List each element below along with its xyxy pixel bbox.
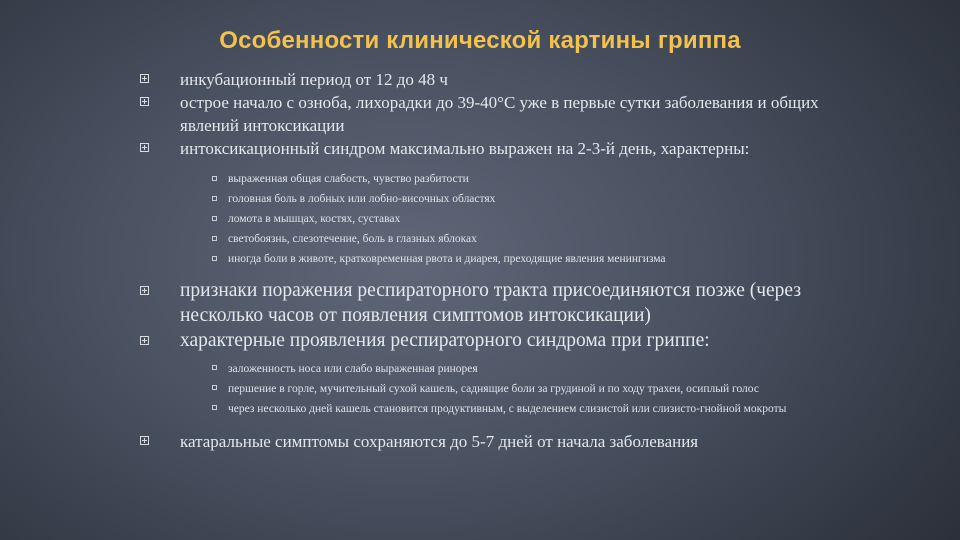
bullet-catarrhal-symptoms	[140, 430, 840, 453]
sub-bullet-text: ломота в мышцах, костях, суставах	[228, 213, 401, 225]
bullet-text: признаки поражения респираторного тракта присоединяются позже (через несколько часов от появления симптомов интоксикации)	[180, 280, 802, 326]
sub-bullet	[140, 399, 840, 419]
bullet-respiratory-syndrome	[140, 328, 840, 353]
square-plus-bullet-icon	[140, 336, 149, 345]
sub-bullet	[140, 189, 840, 209]
sub-bullet	[140, 249, 840, 269]
respiratory-signs-group	[140, 359, 840, 419]
square-plus-bullet-icon	[140, 97, 149, 106]
square-plus-bullet-icon	[140, 286, 149, 295]
bullet-list	[140, 68, 840, 453]
sub-bullet	[140, 359, 840, 379]
square-bullet-icon	[212, 236, 217, 241]
sub-bullet-text: светобоязнь, слезотечение, боль в глазных яблоках	[228, 233, 477, 245]
square-bullet-icon	[212, 385, 217, 390]
sub-bullet	[140, 169, 840, 189]
square-plus-bullet-icon	[140, 74, 149, 83]
sub-bullet-text: выраженная общая слабость, чувство разбитости	[228, 173, 469, 185]
sub-bullet	[140, 209, 840, 229]
square-plus-bullet-icon	[140, 143, 149, 152]
bullet-text: характерные проявления респираторного синдрома при гриппе:	[180, 330, 710, 351]
bullet-text: интоксикационный синдром максимально выражен на 2-3-й день, характерны:	[180, 139, 750, 158]
square-bullet-icon	[212, 365, 217, 370]
square-bullet-icon	[212, 196, 217, 201]
square-bullet-icon	[212, 256, 217, 261]
bullet-acute-onset	[140, 91, 840, 137]
sub-bullet	[140, 379, 840, 399]
spacer	[140, 160, 840, 169]
spacer	[140, 419, 840, 430]
bullet-respiratory-tract	[140, 278, 840, 328]
sub-bullet-text: через несколько дней кашель становится продуктивным, с выделением слизистой или слизисто-гнойной мокроты	[228, 403, 787, 415]
sub-bullet	[140, 229, 840, 249]
spacer	[140, 269, 840, 278]
bullet-intoxication-syndrome	[140, 137, 840, 160]
square-bullet-icon	[212, 216, 217, 221]
intoxication-signs-list	[140, 169, 840, 269]
square-plus-bullet-icon	[140, 436, 149, 445]
intoxication-signs-group	[140, 169, 840, 269]
bullet-text: инкубационный период от 12 до 48 ч	[180, 70, 448, 89]
square-bullet-icon	[212, 405, 217, 410]
bullet-incubation-period	[140, 68, 840, 91]
square-bullet-icon	[212, 176, 217, 181]
respiratory-signs-list	[140, 359, 840, 419]
slide-title: Особенности клинической картины гриппа	[219, 27, 741, 54]
bullet-text: острое начало с озноба, лихорадки до 39-40°С уже в первые сутки заболевания и общих явлений интоксикации	[180, 93, 819, 135]
sub-bullet-text: першение в горле, мучительный сухой кашель, саднящие боли за грудиной и по ходу трахеи, осиплый голос	[228, 383, 759, 395]
sub-bullet-text: иногда боли в животе, кратковременная рвота и диарея, преходящие явления менингизма	[228, 253, 666, 265]
sub-bullet-text: заложенность носа или слабо выраженная ринорея	[228, 363, 478, 375]
sub-bullet-text: головная боль в лобных или лобно-височных областях	[228, 193, 496, 205]
bullet-text: катаральные симптомы сохраняются до 5-7 дней от начала заболевания	[180, 432, 699, 451]
